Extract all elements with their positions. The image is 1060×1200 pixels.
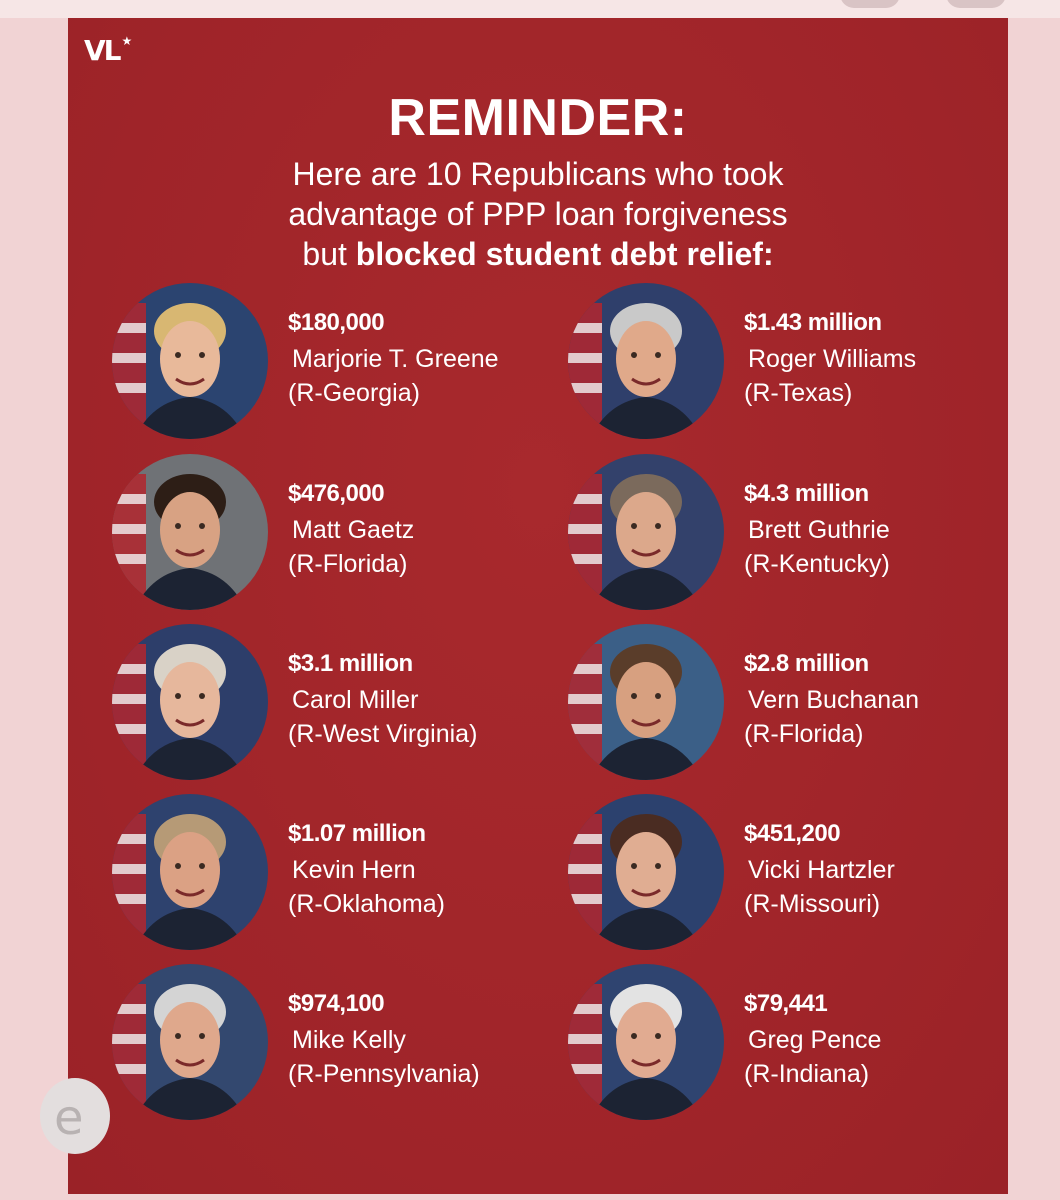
politician-name: Vicki Hartzler	[748, 856, 895, 884]
subtitle-line-1: Here are 10 Republicans who took	[292, 156, 784, 192]
ppp-amount: $3.1 million	[288, 650, 413, 677]
ppp-amount: $1.07 million	[288, 820, 426, 847]
portrait-photo	[568, 624, 724, 780]
infographic-card	[68, 18, 1008, 1194]
portrait-photo	[112, 283, 268, 439]
politician-entry	[112, 454, 552, 614]
ppp-amount: $2.8 million	[744, 650, 869, 677]
party-state: (R-Florida)	[288, 550, 408, 578]
party-state: (R-Oklahoma)	[288, 890, 445, 918]
portrait-photo	[568, 964, 724, 1120]
ppp-amount: $476,000	[288, 480, 385, 507]
top-decoration	[946, 0, 1006, 8]
portrait-photo	[112, 964, 268, 1120]
ppp-amount: $1.43 million	[744, 309, 882, 336]
headline: REMINDER:	[388, 89, 688, 147]
ppp-amount: $974,100	[288, 990, 385, 1017]
politician-name: Mike Kelly	[292, 1026, 406, 1054]
politician-entry	[112, 283, 552, 443]
portrait-photo	[112, 624, 268, 780]
ppp-amount: $79,441	[744, 990, 828, 1017]
politician-name: Greg Pence	[748, 1026, 882, 1054]
politician-entry	[568, 454, 1008, 614]
politician-entry	[112, 964, 552, 1124]
portrait-photo	[112, 794, 268, 950]
portrait-photo	[112, 454, 268, 610]
ppp-amount: $451,200	[744, 820, 841, 847]
party-state: (R-Pennsylvania)	[288, 1060, 480, 1088]
subtitle-line-3: but blocked student debt relief:	[302, 236, 774, 272]
subtitle-emphasis: blocked student debt relief:	[355, 236, 774, 272]
party-state: (R-West Virginia)	[288, 720, 478, 748]
portrait-photo	[568, 283, 724, 439]
politician-entry	[568, 794, 1008, 954]
politician-entry	[112, 794, 552, 954]
politician-name: Brett Guthrie	[748, 516, 890, 544]
politician-entry	[112, 624, 552, 784]
portrait-photo	[568, 454, 724, 610]
party-state: (R-Florida)	[744, 720, 864, 748]
party-state: (R-Georgia)	[288, 379, 420, 407]
party-state: (R-Missouri)	[744, 890, 881, 918]
politician-name: Carol Miller	[292, 686, 419, 714]
side-overlay-button: e	[40, 1078, 110, 1154]
politician-name: Roger Williams	[748, 345, 917, 373]
brand-logo: VL ★	[84, 34, 131, 67]
politician-name: Marjorie T. Greene	[292, 345, 499, 373]
ppp-amount: $180,000	[288, 309, 385, 336]
ppp-amount: $4.3 million	[744, 480, 869, 507]
politician-entry	[568, 624, 1008, 784]
politician-entry	[568, 283, 1008, 443]
top-decoration	[840, 0, 900, 8]
portrait-photo	[568, 794, 724, 950]
politician-name: Vern Buchanan	[748, 686, 919, 714]
politician-name: Matt Gaetz	[292, 516, 415, 544]
politician-name: Kevin Hern	[292, 856, 416, 884]
subtitle	[68, 154, 1008, 274]
party-state: (R-Texas)	[744, 379, 853, 407]
page-top-strip	[0, 0, 1060, 18]
party-state: (R-Indiana)	[744, 1060, 870, 1088]
subtitle-line-2: advantage of PPP loan forgiveness	[288, 196, 788, 232]
party-state: (R-Kentucky)	[744, 550, 890, 578]
politician-entry	[568, 964, 1008, 1124]
